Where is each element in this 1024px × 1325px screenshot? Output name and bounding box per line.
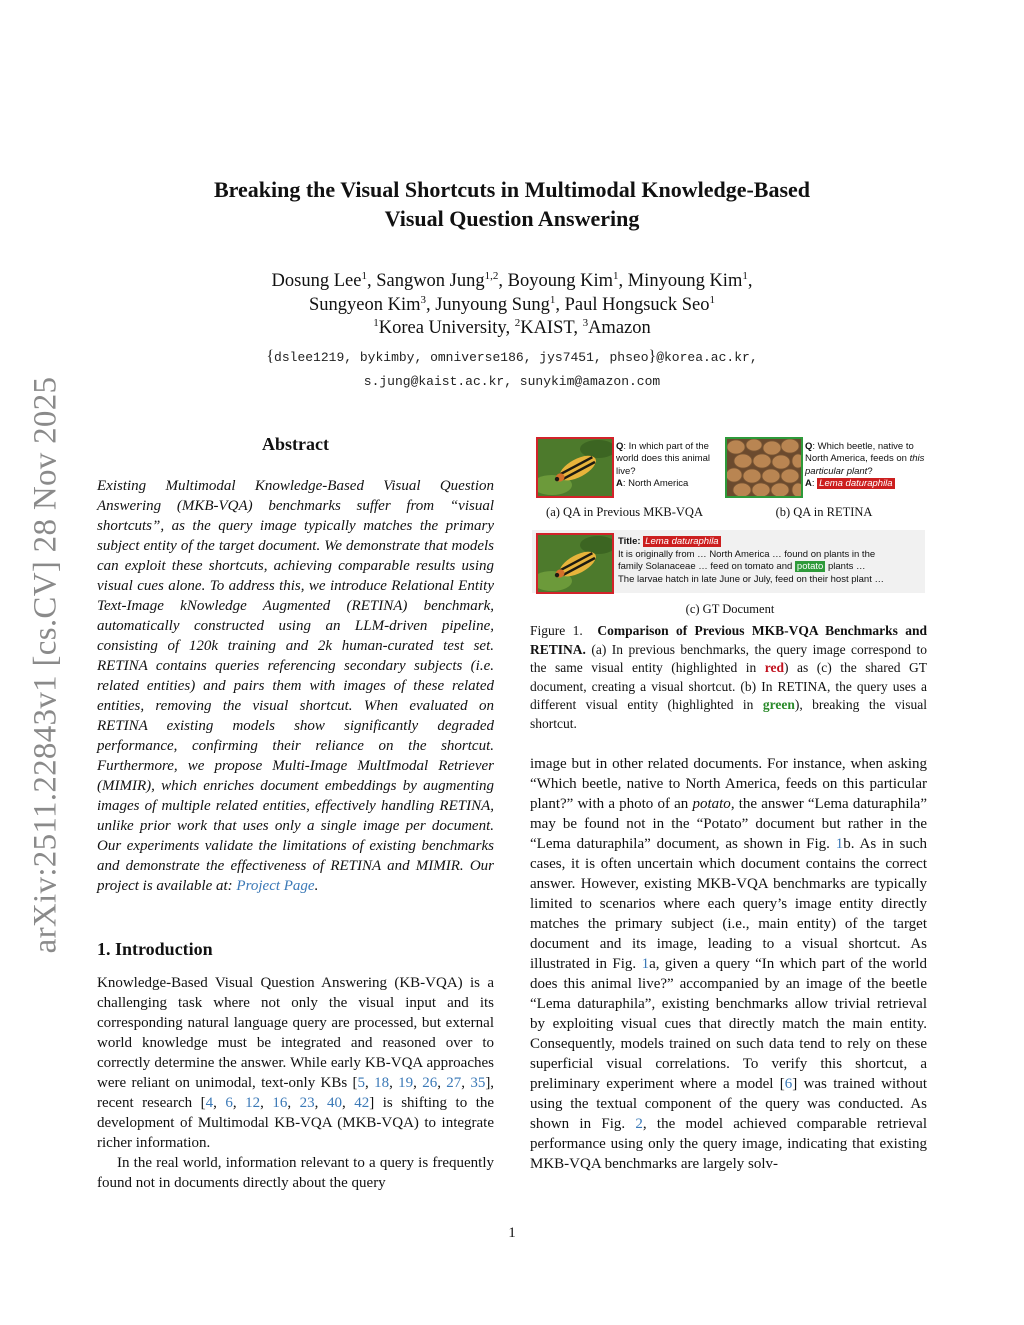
citation[interactable]: 16 [272, 1095, 288, 1111]
citation[interactable]: 42 [354, 1095, 370, 1111]
gt-document-text: Title: Lema daturaphila It is originally from … North America … found on plants in the family Solanaceae … feed on tomato and potato plants … The larvae hatch in late June or July, feed on their host plant … [618, 536, 884, 585]
citation[interactable]: 6 [784, 1076, 793, 1092]
intro-right-column: image but in other related documents. For instance, when asking “Which beetle, native to North America, feeds on this particular plant?” with a photo of an potato, the answer “Lema daturaphila” may be found not in the “Potato” document but rather in the “Lema daturaphila” document, as shown in Fig. 1b. As in such cases, it is often uncertain which document contains the correct answer. However, existing MKB-VQA benchmarks are typically limited to scenarios where each query’s image entity directly matches the primary subject (i.e., main entity) of the target document and its image, leading to a visual shortcut. As illustrated in Fig. 1a, given a query “In which part of the world does this animal live?” accompanied by an image of the beetle “Lema daturaphila”, existing benchmarks allow trivial retrieval by exploiting visual cues that directly match the main entity. Consequently, models trained on such data tend to rely on these superficial visual correlations. To verify this shortcut, a preliminary experiment where a model [6] was trained without using the textual component of the query was conducted. As shown in Fig. 2, the model achieved comparable retrieval performance using only the query image, indicating that existing MKB-VQA benchmarks are largely solv- [530, 756, 927, 1172]
figure-reference[interactable]: 1 [835, 836, 844, 852]
subcaption-c: (c) GT Document [685, 602, 775, 616]
subcaption-b: (b) QA in RETINA [775, 505, 873, 519]
citation[interactable]: 12 [245, 1095, 261, 1111]
citation[interactable]: 23 [299, 1095, 315, 1111]
project-page-link[interactable]: Project Page [236, 878, 315, 894]
arxiv-identifier: arXiv:2511.22843v1 [cs.CV] 28 Nov 2025 [27, 376, 64, 954]
citation[interactable]: 35 [470, 1075, 486, 1091]
page-number: 1 [508, 1225, 516, 1241]
intro-paragraph-2: In the real world, information relevant to a query is frequently found not in documents directly about the query [97, 1155, 494, 1191]
citation[interactable]: 4 [205, 1095, 214, 1111]
abstract-heading: Abstract [262, 434, 329, 454]
section-heading-introduction: 1. Introduction [97, 939, 213, 959]
paper-title: Breaking the Visual Shortcuts in Multimodal Knowledge-Based Visual Question Answering [213, 177, 811, 231]
citation[interactable]: 40 [326, 1095, 342, 1111]
beetle-image-a [536, 437, 614, 498]
potatoes-illustration [727, 439, 801, 496]
citation[interactable]: 27 [446, 1075, 462, 1091]
figure-reference[interactable]: 2 [635, 1116, 643, 1132]
figure-reference[interactable]: 1 [641, 956, 650, 972]
citation[interactable]: 19 [398, 1075, 414, 1091]
qa-retina: Q: Which beetle, native to North America, feeds on this particular plant? A: Lema daturaphila [805, 441, 925, 489]
author-emails: {dslee1219, bykimby, omniverse186, jys7451, phseo}@korea.ac.kr, s.jung@kaist.ac.kr, sunykim@amazon.com [266, 348, 758, 389]
intro-paragraph-1: Knowledge-Based Visual Question Answering (KB-VQA) is a challenging task where not only the visual input and its corresponding natural language query are processed, but external world knowledge must be integrated and reasoned over to correctly determine the answer. While early KB-VQA approaches were reliant on unimodal, text-only KBs [5, 18, 19, 26, 27, 35], recent research [4, 6, 12, 16, 23, 40, 42] is shifting to the development of Multimodal KB-VQA (MKB-VQA) to integrate richer information. [97, 975, 495, 1151]
citation[interactable]: 6 [225, 1095, 233, 1111]
citation[interactable]: 18 [374, 1075, 390, 1091]
potato-image-b [725, 437, 803, 498]
affiliations: $^1$Korea University, $^2$KAIST, $^3$Amazon [373, 317, 651, 338]
subcaption-a: (a) QA in Previous MKB-VQA [546, 505, 703, 519]
beetle-illustration [538, 439, 612, 496]
qa-previous: Q: In which part of the world does this animal live? A: North America [616, 441, 710, 489]
author-line-1: Dosung Lee$^1$, Sangwon Jung$^{1,2}$, Boyoung Kim$^1$, Minyoung Kim$^1$, [271, 270, 753, 291]
citation[interactable]: 26 [422, 1075, 438, 1091]
intro-left-column [97, 973, 494, 1193]
abstract-body: Existing Multimodal Knowledge-Based Visual Question Answering (MKB-VQA) benchmarks suffer from “visual shortcuts”, as the query image typically matches the primary subject entity of the target document. We demonstrate that models can exploit these shortcuts, achieving comparable results using visual cues alone. To address this, we introduce Relational Entity Text-Image kNowledge Augmented (RETINA) benchmark, automatically constructed using an LLM-driven pipeline, consisting of 120k training and 2k human-curated test set. RETINA contains queries referencing secondary subjects (i.e. related entities) and pairs them with images of these related entities, removing the visual shortcut. When evaluated on RETINA existing models show significantly degraded performance, confirming their reliance on the shortcut. Furthermore, we propose Multi-Image MultImodal Retriever (MIMIR), which enriches document embeddings by augmenting images of multiple related entities, effectively handling RETINA, unlike prior work that uses only a single image per document. Our experiments validate the limitations of existing benchmarks and demonstrate the effectiveness of RETINA and MIMIR. Our project is available at: Project Page. [97, 478, 494, 894]
citation[interactable]: 5 [357, 1075, 365, 1091]
beetle-image-c [536, 533, 614, 594]
figure-1-caption: Figure 1. Comparison of Previous MKB-VQA Benchmarks and RETINA. (a) In previous benchmarks, the query image correspond to the same visual entity (highlighted in red) as (c) the shared GT document, creating a visual shortcut. (b) In RETINA, the query uses a different visual entity (highlighted in green), breaking the visual shortcut. [530, 623, 927, 731]
beetle-illustration [538, 535, 612, 592]
author-line-2: Sungyeon Kim$^3$, Junyoung Sung$^1$, Paul Hongsuck Seo$^1$ [308, 293, 716, 315]
author-block [0, 270, 1024, 341]
